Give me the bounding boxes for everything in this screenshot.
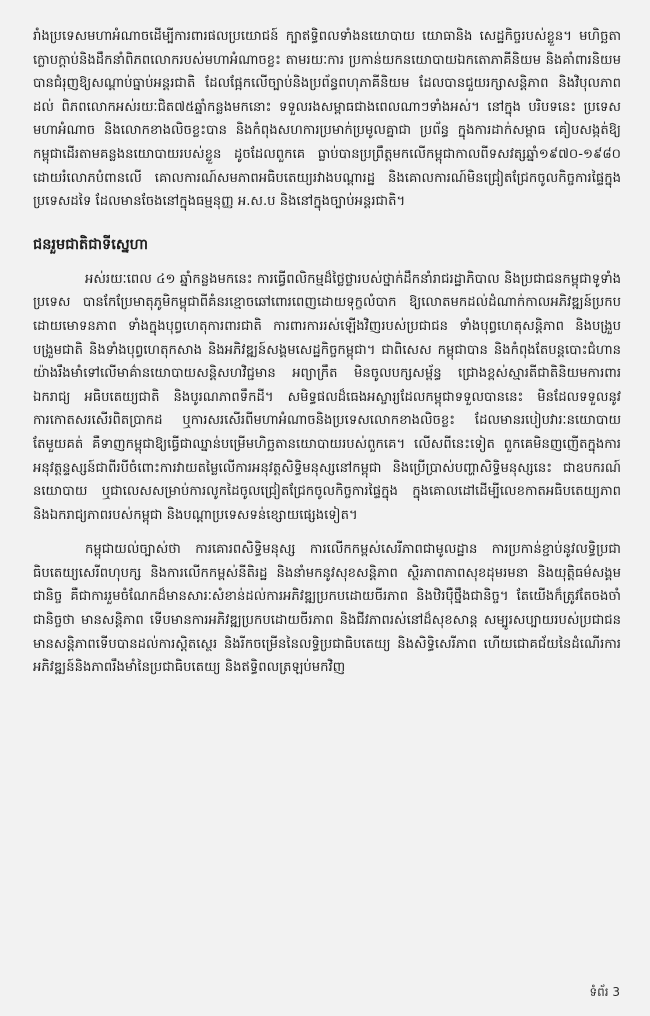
body-paragraph-1: អស់រយៈពេល ៤១ ឆ្នាំកន្លងមកនេះ ការធ្វើពលិកម្មដ៏ថ្លៃថ្លារបស់ថ្នាក់ដឹកនាំរាជរដ្ឋាភិបាល និងប្រជាជនកម្ពុជាទូទាំងប្រទេស បានកែប្រែមាតុភូមិកម្ពុជាពីគំនរខ្មោចឆៅពោរពេញដោយទុក្ខលំបាក ឱ្យលោតមកដល់ដំណាក់កាលអភិវឌ្ឍន៍ប្រកបដោយមោទនភាព ទាំងក្នុងបុព្វហេតុការពារជាតិ ការពារការរស់ឡើងវិញរបស់ប្រជាជន ទាំងបុព្វហេតុសន្តិភាព និងបង្រួបបង្រួមជាតិ និងទាំងបុព្វហេតុកសាង និងអភិវឌ្ឍន៍សង្គមសេដ្ឋកិច្ចកម្ពុជា។ ជាពិសេស កម្ពុជាបាន និងកំពុងតែបន្តបោះជំហានយ៉ាងរឹងមាំទៅលើមាគ៌ានយោបាយសន្តិសហវិជ្ជមាន អព្យាក្រឹត មិនចូលបក្សសម្ព័ន្ធ ជ្រោងខ្ពស់ស្មារតីជាតិនិយមការពារឯករាជ្យ អធិបតេយ្យជាតិ និងបូរណភាពទឹកដី។ សមិទ្ធផលដ៏ធេងអស្ចារ្យដែលកម្ពុជាទទួលបាននេះ មិនដែលទទួលនូវការកោតសរសើរពិតប្រាកដ ឬការសរសើរពីមហាអំណាចនិងប្រទេសលោកខាងលិចខ្លះ ដែលមានរបៀបវារៈនយោបាយតែមួយគត់ គឺទាញកម្ពុជាឱ្យធ្វើជាឈ្នាន់បម្រើមហិច្ឆតានយោបាយរបស់ពួកគេ។ លើសពីនេះទៀត ពួកគេមិនញញើតក្នុងការអនុវត្តន្ទស្សន៍ជាពីរបីចំពោះការវាយតម្លៃលើការអនុវត្តសិទ្ធិមនុស្សនៅកម្ពុជា និងប្រើប្រាស់បញ្ហាសិទ្ធិមនុស្សនេះ ជាឧបករណ៍នយោបាយ ឬជាលេសសម្រាប់ការលូកដៃចូលជ្រៀតជ្រែកចូលកិច្ចការផ្ទៃក្នុង ក្នុងគោលដៅដើម្បីលេខកាតអធិបតេយ្យភាព និងឯករាជ្យភាពរបស់កម្ពុជា និងបណ្ដាប្រទេសទន់ខ្សោយផ្សេងទៀត។ — [33, 271, 621, 523]
document-body — [33, 25, 621, 680]
body-paragraph-2: កម្ពុជាយល់ច្បាស់ថា ការគោរពសិទ្ធិមនុស្ស ការលើកកម្ពស់សេរីភាពជាមូលដ្ឋាន ការប្រកាន់ខ្ជាប់នូវលទ្ធិប្រជាធិបតេយ្យសេរីពហុបក្ស និងការលើកកម្ពស់នីតិរដ្ឋ និងនាំមកនូវសុខសន្តិភាព ស្ថិរភាពភាពសុខដុមរមនា និងយុត្តិធម៌សង្គមជានិច្ច គឺជាការរួមចំណែកដ៏មានសារៈសំខាន់ដល់ការអភិវឌ្ឍប្រកបដោយចីរភាព និងឋិរប៉ឺថ្នឹងជានិច្ច។ តែយើងក៏ត្រូវតែចងចាំជានិច្ចថា មានសន្តិភាព ទើបមានការអភិវឌ្ឍប្រកបដោយចីរភាព និងជីវភាពរស់នៅដ៏សុខសាន្ត សម្បូរសប្បាយរបស់ប្រជាជន មានសន្តិភាពទើបបានដល់ការស្ដិតស្ថេរ និងរីកចម្រើននៃលទ្ធិប្រជាធិបតេយ្យ និងសិទ្ធិសេរីភាព ហើយជោគជ័យនៃដំណើរការអភិវឌ្ឍន៍និងភាពរឹងមាំនៃប្រជាធិបតេយ្យ និងឥទ្ធិពលត្រឡប់មកវិញ — [33, 542, 621, 676]
section-heading: ជនរួមជាតិជាទីស្នេហា — [33, 236, 149, 253]
intro-paragraph: រាំងប្រទេសមហាអំណាចដើម្បីការពារផលប្រយោជន៍ ក្បាឥទ្ធិពលទាំងនយោបាយ យោធានិង សេដ្ឋកិច្ចរបស់ខ្លួន។ មហិច្ឆតាក្លោបក្ដាប់និងដឹកនាំពិភពលោករបស់មហាអំណាចខ្លះ តាមរយៈការ ប្រកាន់យកនយោបាយឯកតោភាគីនិយម និងគាំពារនិយម បានជំរុញឱ្យសណ្ដាប់ធ្នាប់អន្តរជាតិ ដែលផ្អែកលើច្បាប់និងប្រព័ន្ធពហុភាគីនិយម ដែលបានជួយរក្សាសន្តិភាព និងវិបុលភាពដល់ ពិភពលោកអស់រយៈជិត៧៥ឆ្នាំកន្លងមកនោះ ទទួលរងសម្ពាធជាងពេលណាៗទាំងអស់។ នៅក្នុង បរិបទនេះ ប្រទេសមហាអំណាច និងលោកខាងលិចខ្លះបាន និងកំពុងសហការប្រមាក់ប្រមូលគ្នាជា ប្រព័ន្ធ ក្នុងការដាក់សម្ពាធ គៀបសង្កត់ឱ្យកម្ពុជាដើរតាមគន្លងនយោបាយរបស់ខ្លួន ដូចដែលពួកគេ ធ្លាប់បានប្រព្រឹត្តមកលើកម្ពុជាកាលពីទសវត្សឆ្នាំ១៩៧០-១៩៨០ ដោយរំលោភបំពានលើ គោលការណ៍សមភាពអធិបតេយ្យរវាងបណ្ដារដ្ឋ និងគោលការណ៍មិនជ្រៀតជ្រែកចូលកិច្ចការផ្ទៃក្នុង ប្រទេសដទៃ ដែលមានចែងនៅក្នុងធម្មនុញ្ញ អ.ស.ប និងនៅក្នុងច្បាប់អន្តរជាតិ។ — [33, 29, 621, 210]
paragraph-gap — [33, 527, 621, 538]
page-number: ទំព័រ 3 — [589, 985, 620, 999]
